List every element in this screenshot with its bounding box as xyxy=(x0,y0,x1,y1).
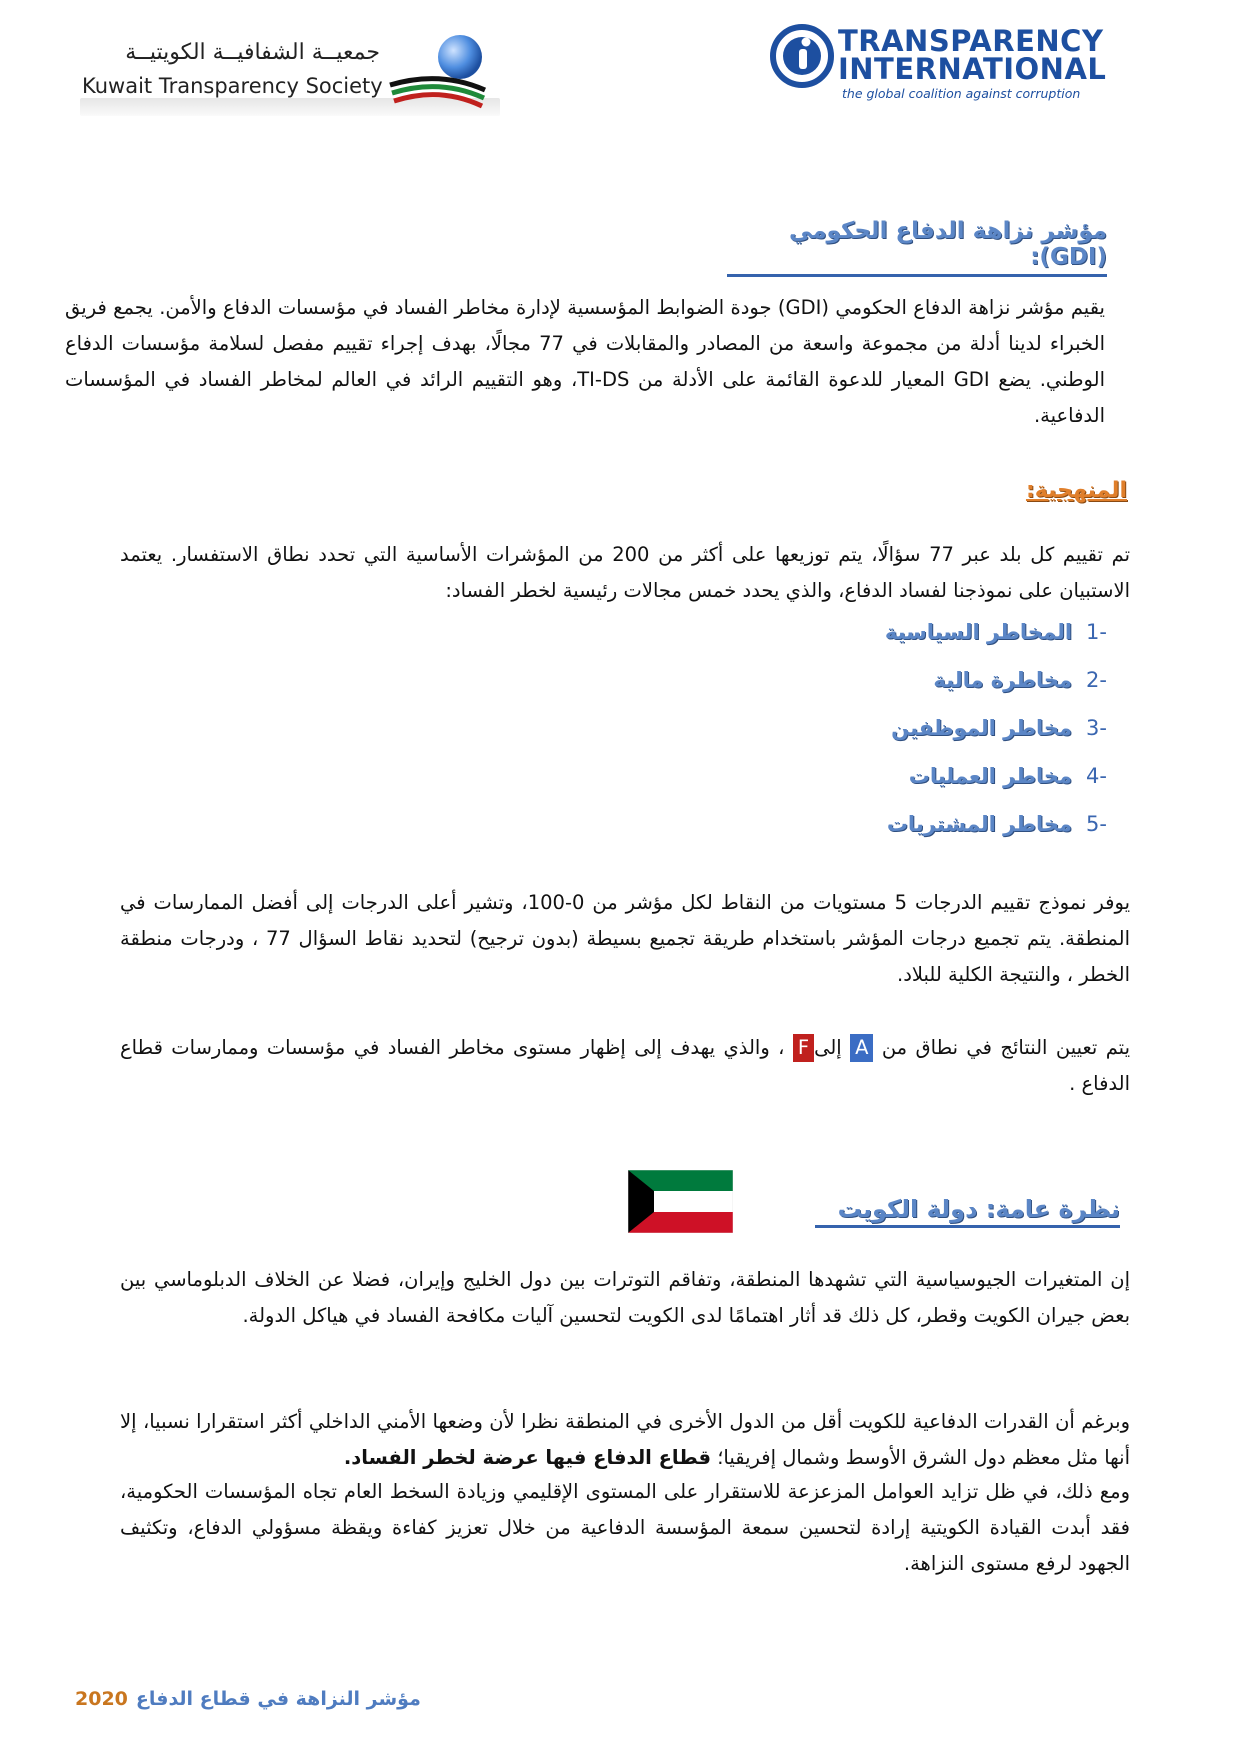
methodology-paragraph: تم تقييم كل بلد عبر 77 سؤالًا، يتم توزيعها على أكثر من 200 من المؤشرات الأساسية التي تحدد نطاق الاستفسار. يعتمد الاستبيان على نموذجنا لفساد الدفاع، والذي يحدد خمس مجالات رئيسية لخطر الفساد: xyxy=(120,543,1130,602)
list-item xyxy=(707,764,1107,812)
bands-text-before: يتم تعيين النتائج في نطاق من xyxy=(873,1036,1130,1059)
list-item xyxy=(707,620,1107,668)
scoring-paragraph: يوفر نموذج تقييم الدرجات 5 مستويات من النقاط لكل مؤشر من 0-100، وتشير أعلى الدرجات إلى أفضل الممارسات في المنطقة. يتم تجميع درجات المؤشر باستخدام طريقة تجميع بسيطة (بدون ترجيح) لتحديد نقاط السؤال 77 ، ودرجات منطقة الخطر ، والنتيجة الكلية للبلاد. xyxy=(120,891,1131,986)
risk-label: مخاطرة مالية xyxy=(933,668,1073,692)
risk-areas-list xyxy=(707,620,1107,860)
gdi-description-paragraph: يقيم مؤشر نزاهة الدفاع الحكومي (GDI) جودة الضوابط المؤسسية لإدارة مخاطر الفساد في مؤسسات الدفاع والأمن. يجمع فريق الخبراء لدينا أدلة من مجموعة واسعة من المصادر والمقابلات في 77 مجالًا، بهدف إجراء تقييم مفصل لسلامة مؤسسات الدفاع الوطني. يضع GDI المعيار للدعوة القائمة على الأدلة من TI-DS، وهو التقييم الرائد في العالم لمخاطر الفساد في المؤسسات الدفاعية. xyxy=(65,296,1105,427)
kuwait-transparency-society-logo xyxy=(80,30,500,125)
risk-label: المخاطر السياسية xyxy=(884,620,1073,644)
ti-tagline: the global coalition against corruption xyxy=(842,86,1081,101)
list-item xyxy=(707,716,1107,764)
band-a-badge: A xyxy=(850,1034,873,1062)
overview-paragraph-2 xyxy=(120,1404,1130,1476)
overview-p2-end: . xyxy=(343,1446,352,1469)
risk-number: -3 xyxy=(1086,716,1107,740)
overview-p2-bold: قطاع الدفاع فيها عرضة لخطر الفساد xyxy=(351,1446,712,1469)
footer-title: مؤشر النزاهة في قطاع الدفاع xyxy=(135,1688,421,1710)
overview-paragraph-1: إن المتغيرات الجيوسياسية التي تشهدها المنطقة، وتفاقم التوترات بين دول الخليج وإيران، فضلا عن الخلاف الدبلوماسي بين بعض جيران الكويت وقطر، كل ذلك قد أثار اهتمامًا لدى الكويت لتحسين آليات مكافحة الفساد في هياكل الدولة. xyxy=(120,1268,1130,1327)
page-footer xyxy=(75,1688,421,1710)
kts-globe-icon xyxy=(380,30,495,110)
list-item xyxy=(707,812,1107,860)
risk-label: مخاطر العمليات xyxy=(908,764,1073,788)
ti-name-line1: TRANSPARENCY xyxy=(838,24,1104,58)
footer-year: 2020 xyxy=(75,1688,128,1710)
ti-name-line2: INTERNATIONAL xyxy=(838,52,1107,86)
band-f-badge: F xyxy=(793,1034,814,1062)
kuwait-flag-icon xyxy=(628,1170,733,1233)
overview-paragraph-3: ومع ذلك، في ظل تزايد العوامل المزعزعة للاستقرار على المستوى الإقليمي وزيادة السخط العام تجاه المؤسسات الحكومية، فقد أبدت القيادة الكويتية إرادة لتحسين سمعة المؤسسة الدفاعية من خلال تعزيز كفاءة ويقظة مسؤولي الدفاع، وتكثيف الجهود لرفع مستوى النزاهة. xyxy=(120,1480,1130,1575)
overview-heading: نظرة عامة: دولة الكويت xyxy=(815,1195,1120,1228)
risk-label: مخاطر الموظفين xyxy=(891,716,1073,740)
list-item xyxy=(707,668,1107,716)
risk-number: -2 xyxy=(1086,668,1107,692)
overview-p2-text: وبرغم أن القدرات الدفاعية للكويت أقل من الدول الأخرى في المنطقة نظرا لأن وضعها الأمني الداخلي أكثر استقرارا نسبيا، إلا أنها مثل معظم دول الشرق الأوسط وشمال إفريقيا؛ xyxy=(120,1410,1130,1469)
risk-number: -1 xyxy=(1086,620,1107,644)
gdi-section-heading: مؤشر نزاهة الدفاع الحكومي (GDI): xyxy=(727,218,1107,277)
kts-name-arabic: جمعيــة الشفافيــة الكويتيــة xyxy=(125,40,380,65)
kts-name-english: Kuwait Transparency Society xyxy=(82,74,383,98)
risk-number: -5 xyxy=(1086,812,1107,836)
methodology-heading: المنهجية: xyxy=(1025,478,1127,503)
bands-text-after: ، والذي يهدف إلى إظهار مستوى مخاطر الفساد في مؤسسات وممارسات قطاع الدفاع . xyxy=(120,1036,1130,1095)
ti-emblem-icon xyxy=(770,24,834,88)
transparency-international-logo xyxy=(770,20,1110,105)
score-bands-paragraph xyxy=(120,1030,1130,1102)
risk-label: مخاطر المشتريات xyxy=(886,812,1073,836)
bands-text-mid: إلى xyxy=(814,1036,851,1059)
risk-number: -4 xyxy=(1086,764,1107,788)
